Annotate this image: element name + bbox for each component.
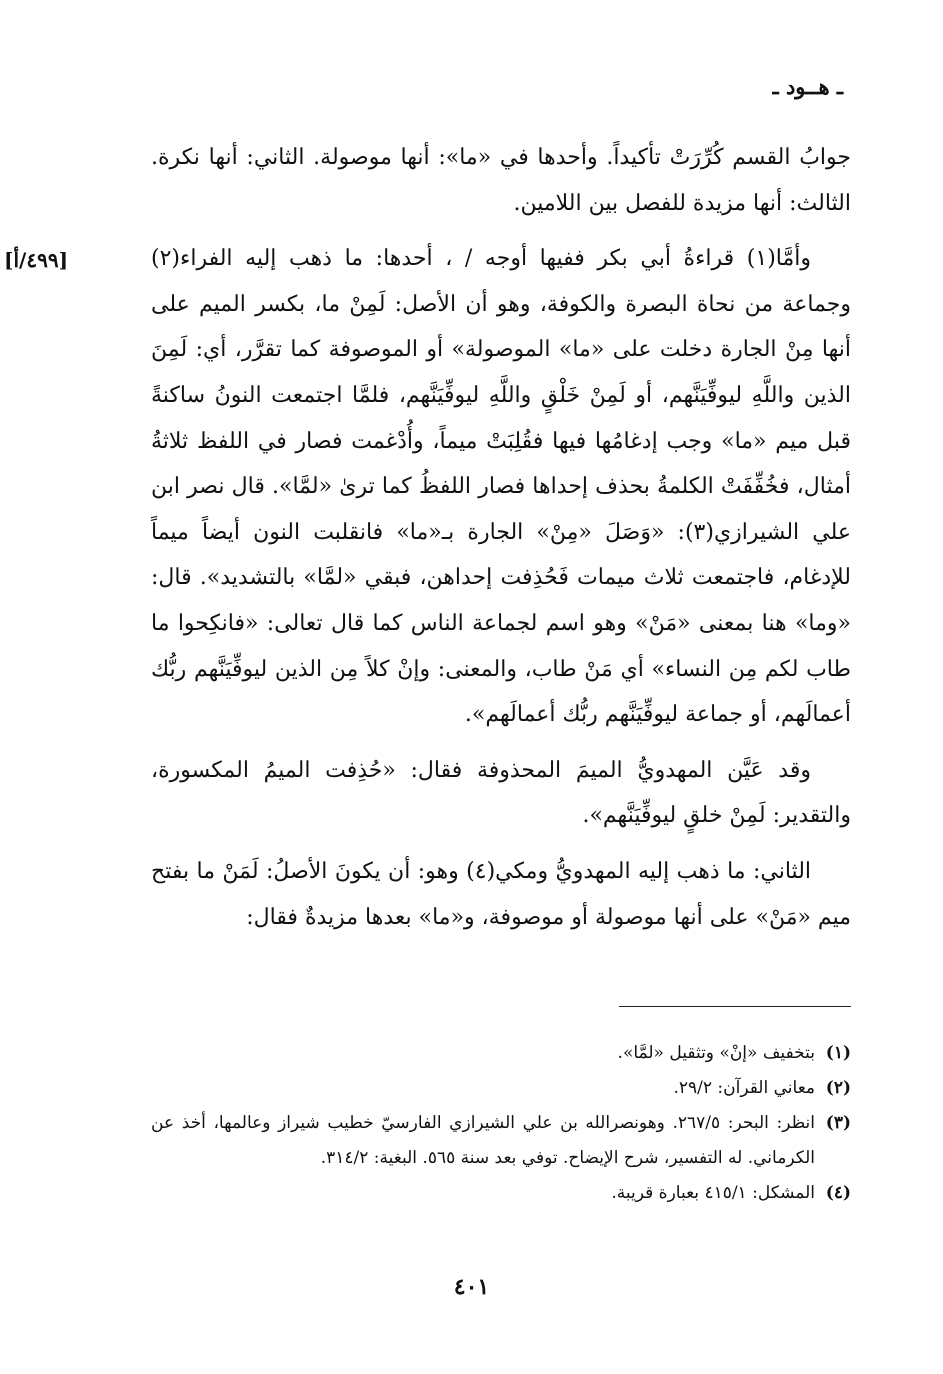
page-number: ٤٠١ <box>453 1274 490 1300</box>
footnote-text: معاني القرآن: ٢٩/٢. <box>673 1078 815 1098</box>
footnote <box>151 1176 851 1211</box>
main-text <box>151 135 851 950</box>
footnote-text: المشكل: ٤١٥/١ بعبارة قريبة. <box>611 1183 815 1203</box>
footnote-number: (٤) <box>825 1183 851 1203</box>
running-header: ـ هــود ـ <box>772 74 843 99</box>
manuscript-folio-reference: [٤٩٩/أ] <box>4 248 69 272</box>
footnote-number: (٣) <box>825 1113 851 1133</box>
footnote <box>151 1036 851 1071</box>
footnote-divider <box>619 1006 851 1007</box>
paragraph: الثاني: ما ذهب إليه المهدويُّ ومكي(٤) وهو: أن يكونَ الأصلُ: لَمَنْ ما بفتح ميم «مَنْ» على أنها موصولة أو موصوفة، و«ما» بعدها مزيدةٌ فقال: <box>151 858 851 930</box>
paragraph: وقد عَيَّن المهدويُّ الميمَ المحذوفة فقال: «حُذِفت الميمُ المكسورة، والتقدير: لَمِنْ خلقٍ ليوفِّيَنَّهم». <box>151 757 851 829</box>
footnote-number: (١) <box>825 1043 851 1063</box>
footnote-text: انظر: البحر: ٢٦٧/٥. وهونصرالله بن علي الشيرازي الفارسيّ خطيب شيراز وعالمها، أخذ عن الكرماني. له التفسير، شرح الإيضاح. توفي بعد سنة ٥٦٥. البغية: ٣١٤/٢. <box>151 1113 815 1168</box>
paragraph: جوابُ القسم كُرِّرَتْ تأكيداً. وأحدها في «ما»: أنها موصولة. الثاني: أنها نكرة. الثالث: أنها مزيدة للفصل بين اللامين. <box>151 145 851 216</box>
paragraph: وأمَّا(١) قراءةُ أبي بكر ففيها أوجه / ، أحدها: ما ذهب إليه الفراء(٢) وجماعة من نحاة البصرة والكوفة، وهو أن الأصل: لَمِنْ ما، بكسر الميم على أنها مِنْ الجارة دخلت على «ما» الموصولة» أو الموصوفة كما تقرَّر، أي: لَمِنَ الذين واللَّهِ ليوفِّيَنَّهم، أو لَمِنْ خَلْقٍ واللَّهِ ليوفِّيَنَّهم، فلمَّا اجتمعت النونُ ساكنةً قبل ميم «ما» وجب إدغامُها فيها فقُلِبَتْ ميماً، وأُدْغمت فصار في اللفظ ثلاثةُ أمثال، فخُفِّفَتْ الكلمةُ بحذف إحداها فصار اللفظُ كما ترىٰ «لمَّا». قال نصر ابن علي الشيرازي(٣): «وَصَلَ «مِنْ» الجارة بـ«ما» فانقلبت النون أيضاً ميماً للإدغام، فاجتمعت ثلاث ميمات فَحُذِفت إحداهن، فبقي «لمَّا» بالتشديد». قال: «وما» هنا بمعنى «مَنْ» وهو اسم لجماعة الناس كما قال تعالى: «فانكِحوا ما طاب لكم مِن النساء» أي مَنْ طاب، والمعنى: وإنْ كلاً مِن الذين ليوفِّيَنَّهم ربُّك أعمالَهم، أو جماعة ليوفِّيَنَّهم ربُّك أعمالَهم». <box>151 246 852 728</box>
footnotes <box>151 1036 851 1211</box>
footnote-text: بتخفيف «إنْ» وتثقيل «لمَّا». <box>617 1043 815 1063</box>
footnote <box>151 1106 851 1176</box>
footnote <box>151 1071 851 1106</box>
footnote-number: (٢) <box>825 1078 851 1098</box>
